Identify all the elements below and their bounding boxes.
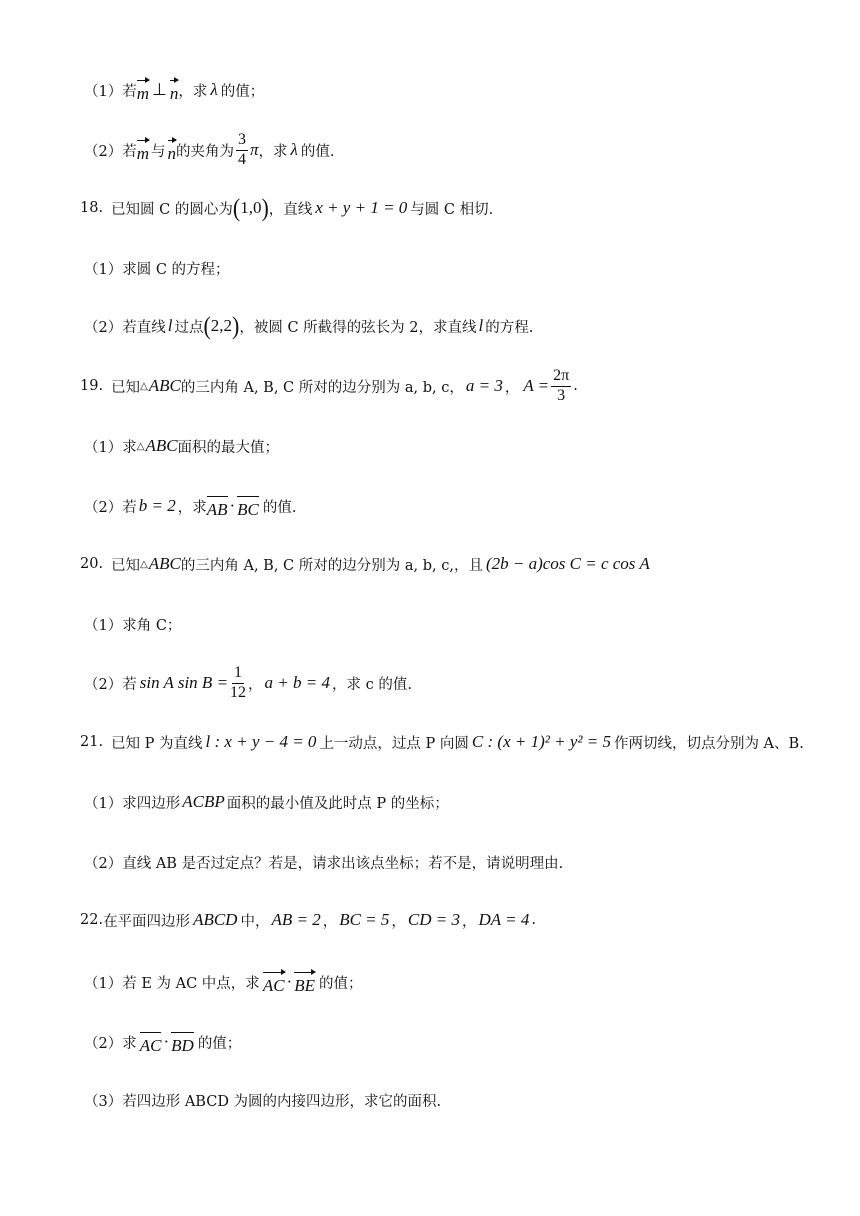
fraction: $\frac{2\pi}{3}$ bbox=[553, 366, 570, 404]
vector-bd: BD bbox=[171, 1030, 194, 1054]
q17-part2: （2）若 m 与 n 的夹角为 $\frac{3}{4}$ π ，求 λ 的值. bbox=[84, 130, 335, 168]
fraction: $\frac{1}{12}$ bbox=[230, 663, 247, 701]
fraction: $\frac{3}{4}$ bbox=[238, 130, 247, 168]
q19-part1: （1）求 △ ABC 面积的最大值； bbox=[84, 436, 280, 456]
q18-part2: （2）若直线 l 过点 ( 2,2 ) ，被圆 C 所截得的弦长为 2，求直线 l 的方程. bbox=[84, 311, 534, 340]
vector-m: m bbox=[137, 78, 149, 102]
vector-ac: AC bbox=[263, 970, 285, 994]
triangle-icon: △ bbox=[140, 558, 148, 570]
vector-ab: AB bbox=[207, 494, 228, 518]
q22-part1: （1）若 E 为 AC 中点，求 AC · BE 的值； bbox=[84, 972, 363, 995]
vector-be: BE bbox=[294, 970, 315, 994]
question-21: 21. 已知 P 为直线 l : x + y − 4 = 0 上一动点，过点 P 向圆 C : (x + 1)² + y² = 5 作两切线，切点分别为 A、B. bbox=[80, 732, 804, 752]
vector-bc: BC bbox=[237, 494, 259, 518]
q22-part2: （2）求 AC · BD 的值； bbox=[84, 1032, 242, 1055]
triangle-icon: △ bbox=[136, 440, 145, 452]
question-19: 19. 已知 △ ABC 的三内角 A, B, C 所对的边分别为 a, b, c， a = 3 ， A = $\frac{2\pi}{3}$ . bbox=[80, 366, 578, 404]
vector-ac: AC bbox=[140, 1030, 162, 1054]
question-22: 22. 在平面四边形 ABCD 中， AB = 2 ， BC = 5 ， CD = 3 ， DA = 4 . bbox=[80, 910, 536, 930]
q20-part1: （1）求角 C； bbox=[84, 617, 182, 634]
q22-part3: （3）若四边形 ABCD 为圆的内接四边形，求它的面积. bbox=[84, 1093, 442, 1110]
q19-part2: （2）若 b = 2 ，求 AB · BC 的值. bbox=[84, 496, 297, 519]
q20-part2: （2）若 sin A sin B = $\frac{1}{12}$ ， a + b = 4 ，求 c 的值. bbox=[84, 663, 412, 701]
q18-part1: （1）求圆 C 的方程； bbox=[84, 261, 230, 278]
q21-part2: （2）直线 AB 是否过定点？若是，请求出该点坐标；若不是，请说明理由. bbox=[84, 855, 564, 872]
vector-m: m bbox=[137, 138, 149, 162]
vector-n: n bbox=[168, 138, 177, 162]
q21-part1: （1）求四边形 ACBP 面积的最小值及此时点 P 的坐标； bbox=[84, 792, 449, 812]
question-18: 18. 已知圆 C 的圆心为 ( 1,0 ) ，直线 x + y + 1 = 0 与圆 C 相切. bbox=[80, 193, 494, 222]
triangle-icon: △ bbox=[140, 380, 148, 392]
vector-n: n bbox=[170, 78, 179, 102]
question-20: 20. 已知 △ ABC 的三内角 A, B, C 所对的边分别为 a, b, c,，且 (2b − a)cos C = c cos A bbox=[80, 554, 650, 574]
q17-part1: （1）若 m ⊥ n ，求 λ 的值； bbox=[84, 80, 265, 103]
